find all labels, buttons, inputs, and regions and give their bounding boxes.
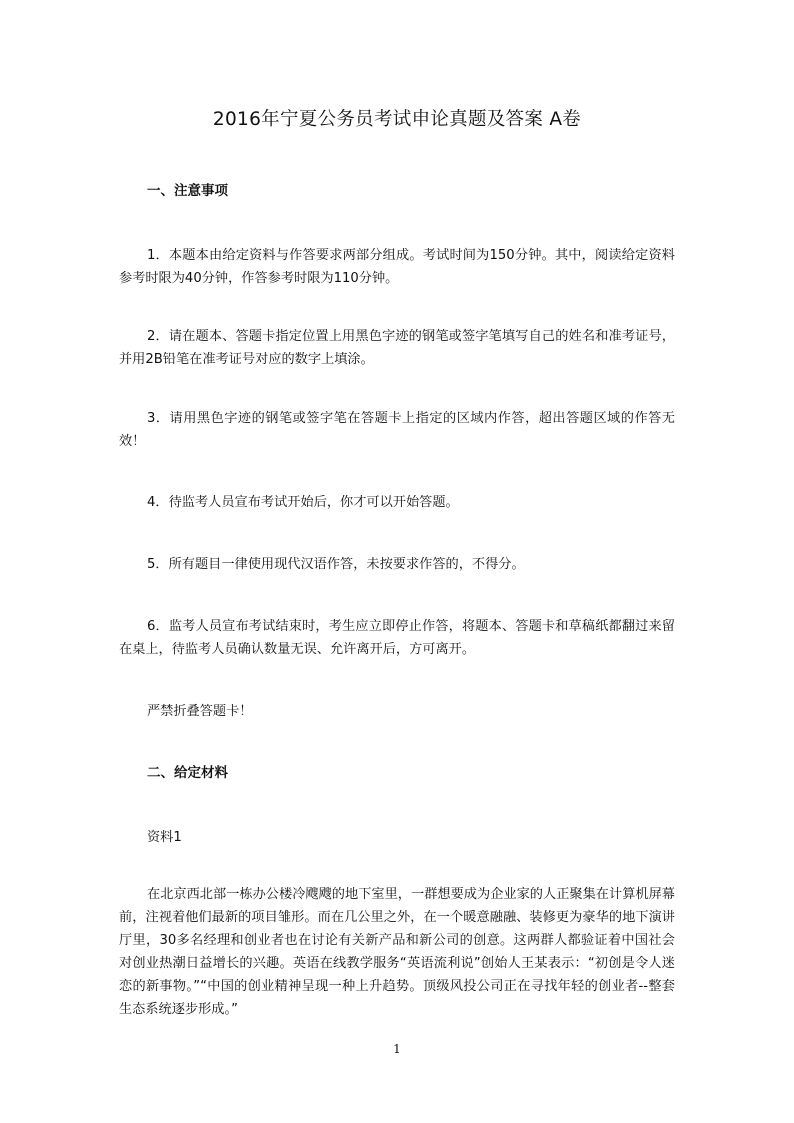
notice-item-3: 3．请用黑色字迹的钢笔或签字笔在答题卡上指定的区域内作答，超出答题区域的作答无效！ — [119, 411, 675, 449]
notice-item-4: 4．待监考人员宣布考试开始后，你才可以开始答题。 — [147, 495, 459, 510]
material-paragraph: 在北京西北部一栋办公楼冷飕飕的地下室里，一群想要成为企业家的人正聚集在计算机屏幕前，注视着他们最新的项目雏形。而在几公里之外，在一个暖意融融、装修更为豪华的地下演讲厅里，30多名经理和创业者也在讨论有关新产品和新公司的创意。这两群人都验证着中国社会对创业热潮日益增长的兴趣。英语在线教学服务“英语流利说”创始人王某表示：“初创是令人迷恋的新事物。”“中国的创业精神呈现一种上升趋势。顶级风投公司正在寻找年轻的创业者--整套生态系统逐步形成。” — [119, 887, 675, 1017]
notice-item-2: 2．请在题本、答题卡指定位置上用黑色字迹的钢笔或签字笔填写自己的姓名和准考证号，并用2B铅笔在准考证号对应的数字上填涂。 — [119, 329, 675, 367]
material-label: 资料1 — [147, 830, 182, 845]
section-heading-materials: 二、给定材料 — [147, 765, 228, 781]
page-title: 2016年宁夏公务员考试申论真题及答案 A卷 — [212, 109, 582, 130]
section-heading-notice: 一、注意事项 — [147, 183, 228, 199]
warning-text: 严禁折叠答题卡！ — [147, 704, 253, 719]
page-number: 1 — [393, 1042, 401, 1056]
notice-item-6: 6．监考人员宣布考试结束时，考生应立即停止作答，将题本、答题卡和草稿纸都翻过来留在桌上，待监考人员确认数量无误、允许离开后，方可离开。 — [119, 619, 675, 657]
notice-item-5: 5．所有题目一律使用现代汉语作答，未按要求作答的，不得分。 — [147, 557, 525, 572]
notice-item-1: 1．本题本由给定资料与作答要求两部分组成。考试时间为150分钟。其中，阅读给定资料参考时限为40分钟，作答参考时限为110分钟。 — [119, 248, 675, 286]
